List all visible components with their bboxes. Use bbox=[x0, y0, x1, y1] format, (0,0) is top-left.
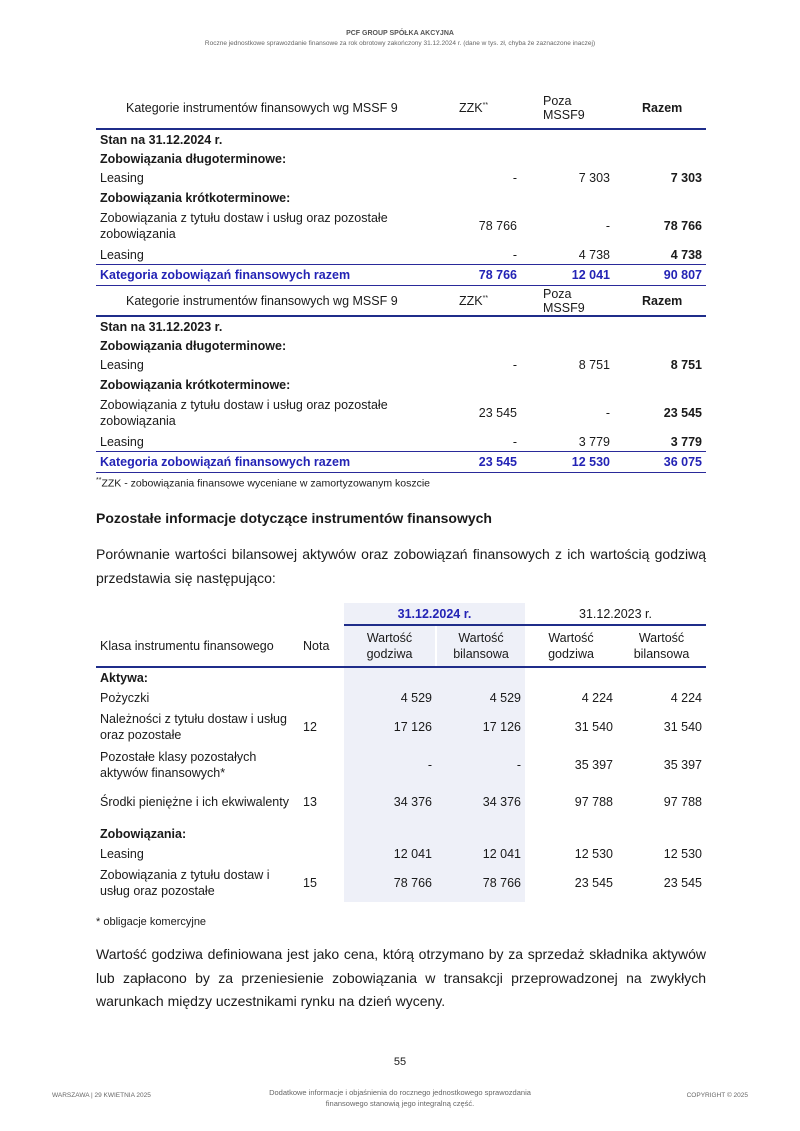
col-book-2024: Wartość bilansowa bbox=[436, 625, 525, 667]
total-row: Kategoria zobowiązań finansowych razem 78 766 12 041 90 807 bbox=[96, 265, 706, 286]
col-fair-2023: Wartość godziwa bbox=[525, 625, 617, 667]
col-poza-header: Poza MSSF9 bbox=[521, 287, 614, 316]
page-number: 55 bbox=[393, 1056, 407, 1068]
date-current-header: 31.12.2024 r. bbox=[344, 603, 525, 625]
col-poza-header: Poza MSSF9 bbox=[521, 88, 614, 129]
col-razem-header: Razem bbox=[614, 88, 706, 129]
liabilities-table-2023 bbox=[96, 287, 706, 473]
stan-label: Stan na 31.12.2024 r. bbox=[100, 132, 223, 147]
closing-paragraph: Wartość godziwa definiowana jest jako cena, którą otrzymano by za sprzedaż składnika aktywów lub zapłacono by za przeniesienie zobowiązania w transakcji przeprowadzonej na zwykłych warunkach między uczestnikami rynku na dzień wyceny. bbox=[96, 946, 706, 1009]
footer-note: Dodatkowe informacje i objaśnienia do rocznego jednostkowego sprawozdania finansowego stanowią jego integralną część. bbox=[269, 1088, 531, 1108]
col-zzk-header: ZZK** bbox=[451, 287, 521, 316]
col-razem-header: Razem bbox=[614, 287, 706, 316]
table-row: Pożyczki 4 529 4 529 4 224 4 224 bbox=[96, 688, 706, 708]
col-category-header: Kategorie instrumentów finansowych wg MSSF 9 bbox=[96, 287, 451, 316]
table-row: Zobowiązania z tytułu dostaw i usług oraz pozostałe 15 78 766 78 766 23 545 23 545 bbox=[96, 864, 706, 902]
section-heading: Pozostałe informacje dotyczące instrumentów finansowych bbox=[96, 510, 492, 526]
table-row: Środki pieniężne i ich ekwiwalenty 13 34 376 34 376 97 788 97 788 bbox=[96, 792, 706, 812]
short-term-label: Zobowiązania krótkoterminowe: bbox=[100, 377, 291, 392]
intro-paragraph: Porównanie wartości bilansowej aktywów oraz zobowiązań finansowych z ich wartością godziwą przedstawia się następująco: bbox=[96, 546, 706, 586]
long-term-label: Zobowiązania długoterminowe: bbox=[100, 338, 287, 353]
short-term-label: Zobowiązania krótkoterminowe: bbox=[100, 190, 291, 205]
table-row: Leasing - 4 738 4 738 bbox=[100, 247, 702, 262]
assets-label: Aktywa: bbox=[100, 671, 148, 685]
bonds-footnote: * obligacje komercyjne bbox=[96, 916, 207, 928]
footer-place-date: WARSZAWA | 29 KWIETNIA 2025 bbox=[52, 1092, 151, 1099]
col-category-header: Kategorie instrumentów finansowych wg MSSF 9 bbox=[96, 88, 451, 129]
company-name: PCF GROUP SPÓŁKA AKCYJNA bbox=[346, 30, 454, 37]
table-row: Leasing - 8 751 8 751 bbox=[100, 358, 702, 373]
liabilities-label: Zobowiązania: bbox=[100, 827, 187, 841]
col-zzk-header: ZZK** bbox=[451, 88, 521, 129]
col-fair-2024: Wartość godziwa bbox=[344, 625, 436, 667]
table-row: Należności z tytułu dostaw i usług oraz pozostałe 12 17 126 17 126 31 540 31 540 bbox=[96, 708, 706, 746]
table-row: Leasing - 7 303 7 303 bbox=[100, 171, 702, 186]
long-term-label: Zobowiązania długoterminowe: bbox=[100, 151, 287, 166]
col-book-2023: Wartość bilansowa bbox=[617, 625, 706, 667]
col-class-header: Klasa instrumentu finansowego bbox=[96, 625, 299, 667]
zzk-footnote: **ZZK - zobowiązania finansowe wyceniane w zamortyzowanym koszcie bbox=[96, 477, 431, 490]
table-row: Pozostałe klasy pozostałych aktywów finansowych* - - 35 397 35 397 bbox=[96, 746, 706, 784]
stan-label: Stan na 31.12.2023 r. bbox=[100, 319, 223, 334]
total-row: Kategoria zobowiązań finansowych razem 23 545 12 530 36 075 bbox=[96, 452, 706, 473]
table-row: Leasing 12 041 12 041 12 530 12 530 bbox=[96, 844, 706, 864]
table-row: Leasing - 3 779 3 779 bbox=[100, 434, 702, 449]
fair-value-table bbox=[96, 603, 706, 902]
footer-copyright: COPYRIGHT © 2025 bbox=[686, 1092, 748, 1099]
report-subtitle: Roczne jednostkowe sprawozdanie finansowe za rok obrotowy zakończony 31.12.2024 r. (dane w tys. zł, chyba że zaznaczone inaczej) bbox=[204, 40, 596, 47]
liabilities-table-2024 bbox=[96, 88, 706, 286]
col-note-header: Nota bbox=[299, 625, 344, 667]
table-row: Zobowiązania z tytułu dostaw i usług oraz pozostałe zobowiązania 23 545 - 23 545 bbox=[100, 398, 702, 429]
date-prior-header: 31.12.2023 r. bbox=[525, 603, 706, 625]
table-row: Zobowiązania z tytułu dostaw i usług oraz pozostałe zobowiązania 78 766 - 78 766 bbox=[100, 211, 702, 242]
